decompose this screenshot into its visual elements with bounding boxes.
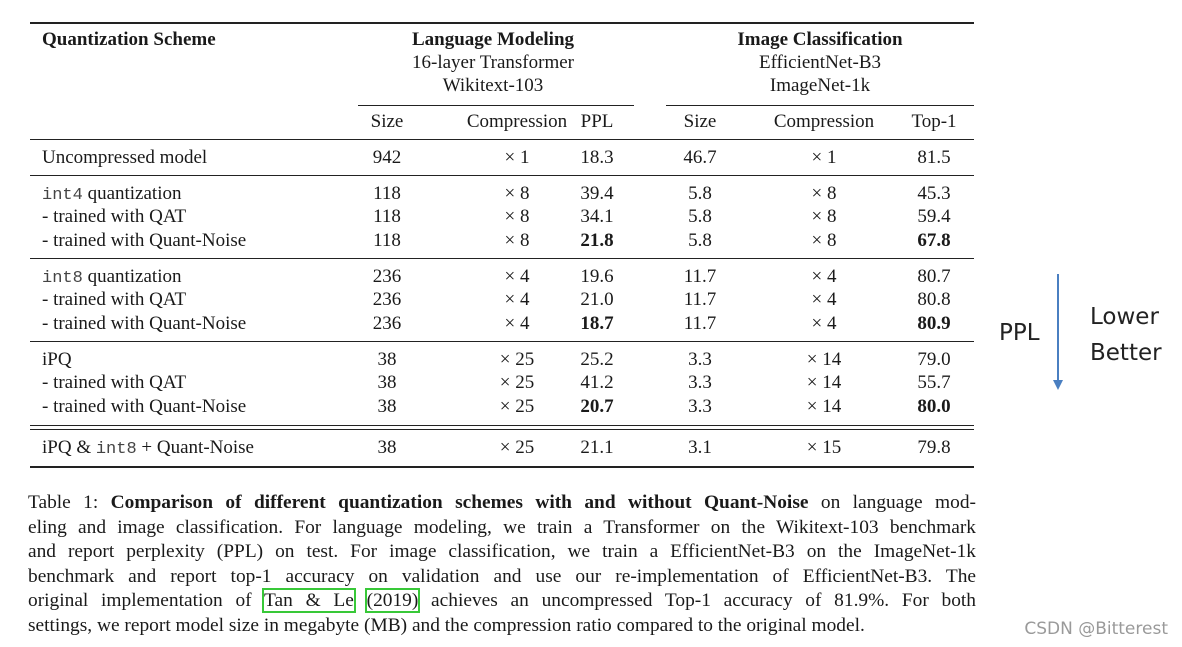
- row-label-part: int8: [95, 440, 137, 459]
- citation-link[interactable]: (2019): [366, 590, 419, 611]
- row-label-part: - trained with Quant-Noise: [42, 230, 247, 251]
- table-cell: 3.3: [688, 396, 712, 417]
- column-header: Compression: [466, 111, 568, 132]
- caption-text: and report perplexity (PPL) on test. For image classification, we train a EfficientNet-B3 on the ImageNet-1k: [28, 541, 976, 562]
- table-cell: × 14: [806, 372, 842, 393]
- better-label: Better: [1090, 340, 1162, 366]
- table-cell: 21.8: [580, 230, 614, 251]
- table-cell: 80.7: [917, 266, 951, 287]
- table-cell: 21.1: [580, 437, 614, 458]
- column-header: Compression: [773, 111, 875, 132]
- table-cell: 80.9: [917, 313, 951, 334]
- scheme-header: Quantization Scheme: [42, 29, 216, 50]
- table-cell: 118: [373, 206, 401, 227]
- row-label: [42, 312, 246, 336]
- lm-header-line2: 16-layer Transformer: [412, 52, 574, 73]
- row-label: [42, 288, 186, 312]
- row-label: [42, 348, 72, 372]
- column-header: Size: [683, 111, 717, 132]
- bottom-rule: [30, 466, 974, 468]
- ic-header-title: Image Classification: [737, 29, 903, 50]
- table-cell: 79.0: [917, 349, 951, 370]
- row-label-part: - trained with Quant-Noise: [42, 313, 247, 334]
- table-cell: 11.7: [683, 266, 717, 287]
- table-cell: 5.8: [688, 183, 712, 204]
- ppl-annotation: [995, 270, 1175, 400]
- row-label: [42, 395, 246, 419]
- row-label: [42, 436, 254, 462]
- caption-line: [28, 565, 976, 590]
- table-cell: 41.2: [580, 372, 614, 393]
- row-label-part: - trained with QAT: [42, 289, 187, 310]
- ppl-label: PPL: [999, 320, 1040, 346]
- table-cell: 942: [372, 147, 402, 168]
- table-cell: 38: [377, 437, 397, 458]
- table-cell: × 1: [504, 147, 530, 168]
- table-cell: 11.7: [683, 289, 717, 310]
- caption-text: settings, we report model size in megabyte (MB) and the compression ratio compared to the original model.: [28, 614, 865, 636]
- table-cell: 118: [373, 230, 401, 251]
- table-cell: 18.3: [580, 147, 614, 168]
- caption-line: [28, 589, 976, 614]
- top-rule: [30, 22, 974, 24]
- column-header: Top-1: [911, 111, 957, 132]
- column-header: PPL: [580, 111, 614, 132]
- down-arrow-icon: [1048, 274, 1068, 396]
- caption-text: achieves an uncompressed Top-1 accuracy of 81.9%. For both: [418, 590, 976, 611]
- caption-text: on language mod-: [808, 492, 976, 513]
- caption-bold-title: Comparison of different quantization schemes with and without Quant-Noise: [110, 492, 809, 513]
- table-cell: 39.4: [580, 183, 614, 204]
- table-cell: × 14: [806, 396, 842, 417]
- table-cell: 81.5: [917, 147, 951, 168]
- lm-header-title: Language Modeling: [411, 29, 575, 50]
- table-cell: × 25: [499, 437, 535, 458]
- table-cell: 45.3: [917, 183, 951, 204]
- table-cell: × 4: [504, 266, 530, 287]
- row-label-part: - trained with QAT: [42, 372, 187, 393]
- double-rule-a: [30, 425, 974, 426]
- row-label-part: iPQ: [42, 349, 72, 370]
- row-label-part: quantization: [82, 266, 182, 287]
- row-label-part: iPQ &: [42, 437, 96, 458]
- table-cell: × 8: [504, 206, 530, 227]
- table-cell: × 4: [811, 289, 837, 310]
- row-label-part: - trained with QAT: [42, 206, 187, 227]
- caption-line: [28, 614, 976, 639]
- group-rule-1: [30, 175, 974, 176]
- table-cell: 236: [372, 313, 402, 334]
- table-cell: 38: [377, 396, 397, 417]
- table-cell: × 8: [811, 206, 837, 227]
- caption-text: benchmark and report top-1 accuracy on validation and use our re-implementation of EfficientNet-B3. The: [28, 565, 976, 587]
- row-label: [42, 229, 246, 253]
- table-cell: × 15: [806, 437, 842, 458]
- row-label-part: Uncompressed model: [42, 147, 208, 168]
- header-rule: [30, 139, 974, 140]
- lower-label: Lower: [1090, 304, 1159, 330]
- caption-line: [28, 540, 976, 565]
- caption-line: [28, 491, 976, 516]
- row-label-part: - trained with Quant-Noise: [42, 396, 247, 417]
- table-cell: 3.3: [688, 349, 712, 370]
- table-cell: 80.8: [917, 289, 951, 310]
- table-cell: × 25: [499, 372, 535, 393]
- csdn-watermark: CSDN @Bitterest: [1024, 619, 1168, 639]
- row-label-part: + Quant-Noise: [136, 437, 254, 458]
- table-cell: 19.6: [580, 266, 614, 287]
- table-cell: × 8: [504, 230, 530, 251]
- table-cell: × 4: [811, 313, 837, 334]
- row-label: [42, 205, 186, 229]
- row-label: [42, 146, 207, 170]
- table-cell: 46.7: [683, 147, 717, 168]
- table-cell: 236: [372, 289, 402, 310]
- caption-text: original implementation of: [28, 590, 265, 611]
- table-cell: 236: [372, 266, 402, 287]
- table-cell: 20.7: [580, 396, 614, 417]
- group-rule-3: [30, 341, 974, 342]
- table-cell: 11.7: [683, 313, 717, 334]
- table-cell: 79.8: [917, 437, 951, 458]
- table-cell: 25.2: [580, 349, 614, 370]
- table-cell: × 4: [504, 289, 530, 310]
- caption-text: [354, 590, 367, 611]
- table-cell: 67.8: [917, 230, 951, 251]
- table-cell: 118: [373, 183, 401, 204]
- row-label-part: int4: [42, 186, 83, 205]
- table-cell: 38: [377, 372, 397, 393]
- caption-text: Table 1:: [28, 492, 111, 513]
- caption-line: [28, 516, 976, 541]
- table-cell: 18.7: [580, 313, 614, 334]
- caption-text: eling and image classification. For language modeling, we train a Transformer on the Wikitext-103 benchmark: [28, 516, 976, 538]
- row-label: [42, 371, 186, 395]
- table-cell: 34.1: [580, 206, 614, 227]
- table-cell: × 4: [811, 266, 837, 287]
- table-cell: 55.7: [917, 372, 951, 393]
- row-label-part: int8: [42, 269, 83, 288]
- table-cell: × 8: [811, 183, 837, 204]
- table-cell: × 25: [499, 396, 535, 417]
- table-cell: × 25: [499, 349, 535, 370]
- column-header: Size: [370, 111, 404, 132]
- lm-cmidrule: [358, 105, 634, 106]
- table-cell: 59.4: [917, 206, 951, 227]
- table-cell: 3.1: [688, 437, 712, 458]
- ic-header-line2: EfficientNet-B3: [758, 52, 882, 73]
- citation-link[interactable]: Tan & Le: [264, 590, 354, 611]
- table-cell: × 1: [811, 147, 837, 168]
- row-label-part: quantization: [82, 183, 182, 204]
- ic-cmidrule: [666, 105, 974, 106]
- ic-header-line3: ImageNet-1k: [769, 75, 871, 96]
- table-cell: 38: [377, 349, 397, 370]
- table-cell: × 14: [806, 349, 842, 370]
- double-rule-b: [30, 429, 974, 430]
- lm-header-line3: Wikitext-103: [442, 75, 544, 96]
- table-cell: 3.3: [688, 372, 712, 393]
- table-caption: [28, 491, 976, 638]
- table-cell: 80.0: [917, 396, 951, 417]
- table-cell: × 4: [504, 313, 530, 334]
- table-cell: × 8: [504, 183, 530, 204]
- table-cell: 21.0: [580, 289, 614, 310]
- table-cell: × 8: [811, 230, 837, 251]
- group-rule-2: [30, 258, 974, 259]
- table-cell: 5.8: [688, 206, 712, 227]
- table-cell: 5.8: [688, 230, 712, 251]
